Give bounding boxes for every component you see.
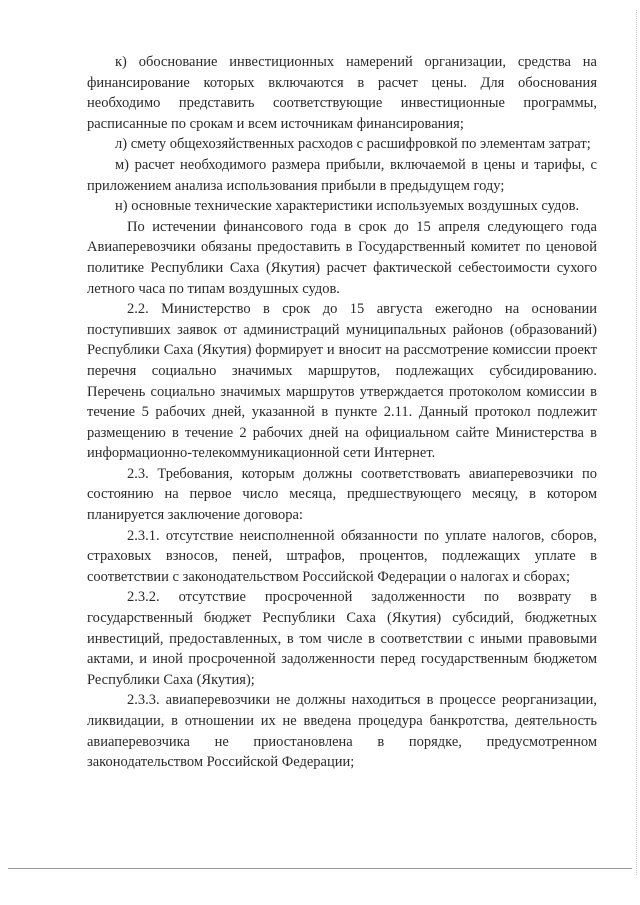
paragraph-2-3-1: 2.3.1. отсутствие неисполненной обязанности по уплате налогов, сборов, страховых взносов, пеней, штрафов, процентов, подлежащих уплате в соответствии с законодательством Российской Федерации о налогах и сборах; xyxy=(87,527,597,585)
paragraph-2-2: 2.2. Министерство в срок до 15 августа ежегодно на основании поступивших заявок от администраций муниципальных районов (образований) Республики Саха (Якутия) формирует и вносит на рассмотрение комиссии проект перечня социально значимых маршрутов, подлежащих субсидированию. Перечень социально значимых маршрутов утверждается протоколом комиссии в течение 5 рабочих дней, указанной в пункте 2.11. Данный протокол подлежит размещению в течение 2 рабочих дней на официальном сайте Министерства в информационно-телекоммуникационной сети Интернет. xyxy=(87,301,597,462)
paragraph-2-3: 2.3. Требования, которым должны соответствовать авиаперевозчики по состоянию на первое число месяца, предшествующего месяцу, в котором планируется заключение договора: xyxy=(87,465,597,524)
paragraph-n: н) основные технические характеристики используемых воздушных судов. xyxy=(115,198,580,215)
paragraph-2-3-2: 2.3.2. отсутствие просроченной задолженности по возврату в государственный бюджет Республики Саха (Якутия) субсидий, бюджетных инвестиций, предоставленных, в том числе в соответствии с иными правовыми актами, и иной просроченной задолженности перед государственным бюджетом Республики Саха (Якутия); xyxy=(87,589,597,688)
scan-edge-line xyxy=(636,10,637,875)
paragraph-m: м) расчет необходимого размера прибыли, включаемой в цены и тарифы, с приложением анализа использования прибыли в предыдущем году; xyxy=(87,156,597,194)
paragraph-2-3-3: 2.3.3. авиаперевозчики не должны находиться в процессе реорганизации, ликвидации, в отношении их не введена процедура банкротства, деятельность авиаперевозчика не приостановлена в порядке, предусмотренном законодательством Российской Федерации; xyxy=(87,692,597,771)
document-body xyxy=(87,52,597,773)
scan-bottom-line xyxy=(8,868,632,869)
paragraph-k: к) обоснование инвестиционных намерений организации, средства на финансирование которых включаются в расчет цены. Для обоснования необходимо представить соответствующие инвестиционные программы, расписанные по срокам и всем источникам финансирования; xyxy=(87,54,597,132)
paragraph-fiscal-year: По истечении финансового года в срок до 15 апреля следующего года Авиаперевозчики обязаны предоставить в Государственный комитет по ценовой политике Республики Саха (Якутия) расчет фактической себестоимости сухого летного часа по типам воздушных судов. xyxy=(87,218,597,297)
paragraph-l: л) смету общехозяйственных расходов с расшифровкой по элементам затрат; xyxy=(115,136,591,153)
